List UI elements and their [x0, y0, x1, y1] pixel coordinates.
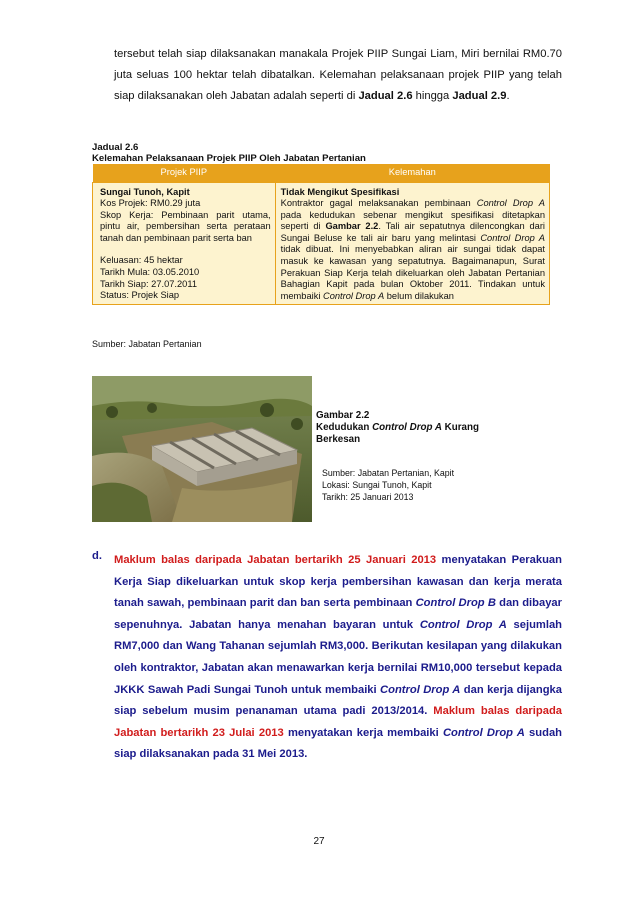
site-photo [92, 376, 312, 522]
control-drop-photo-svg [92, 376, 312, 522]
item-text: dan dibayar sepenuhnya. Jabatan hanya menahan bayaran untuk [114, 597, 562, 631]
weakness-italic: Control Drop A [323, 290, 385, 301]
item-italic: Control Drop A [419, 618, 507, 631]
figure-meta [322, 467, 454, 503]
project-end-date: Tarikh Siap: 27.07.2011 [100, 278, 197, 289]
project-title: Sungai Tunoh, Kapit [100, 186, 190, 197]
weakness-part: Kontraktor gagal melaksanakan pembinaan [280, 198, 477, 209]
header-project: Projek PIIP [93, 164, 276, 182]
weakness-cell [275, 182, 549, 305]
item-italic: Control Drop B [415, 597, 496, 610]
figure-title-part: Kedudukan [316, 422, 373, 433]
header-weakness: Kelemahan [275, 164, 549, 182]
weakness-part: . Tali air sepatutnya dilencongkan dari Sungai Beluse ke tali air baru yang melintasi [280, 221, 545, 243]
item-text: menyatakan kerja membaiki [283, 726, 443, 739]
table-header-row [93, 164, 550, 182]
intro-text: tersebut telah siap dilaksanakan manakala Projek PIIP Sungai Liam, Miri bernilai RM0.70 juta seluas 100 hektar telah dibatalkan. Kelemahan pelaksanaan projek PIIP yang telah siap dilaksanakan oleh Jabatan adalah seperti di [114, 48, 562, 102]
table-reference: Jadual 2.6 [358, 90, 413, 102]
weakness-text [281, 198, 545, 302]
item-italic: Control Drop A [380, 683, 461, 696]
weakness-part: pada kedudukan sebenar mengikut spesifikasi ditetapkan seperti di [280, 209, 545, 232]
item-d-body [114, 550, 562, 766]
page-number: 27 [313, 836, 325, 847]
weakness-title: Tidak Mengikut Spesifikasi [280, 186, 400, 197]
figure-title-italic: Control Drop A [372, 422, 442, 433]
item-letter: d. [92, 550, 102, 562]
weakness-part: belum dilakukan [384, 290, 454, 301]
project-area: Keluasan: 45 hektar [100, 255, 183, 266]
item-text: menyatakan Perakuan Kerja Siap dikeluarkan untuk skop kerja pembersihan kawasan dan kerja merata tanah sawah, pembinaan parit dan ban serta pembinaan [114, 554, 562, 610]
weakness-italic: Control Drop A [480, 232, 545, 243]
item-text: dan kerja dijangka siap sebelum musim penanaman utama padi 2013/2014. [114, 683, 562, 718]
figure-title [316, 422, 479, 434]
figure-title-line2: Berkesan [316, 434, 361, 445]
response-date-1: Maklum balas daripada Jabatan bertarikh 25 Januari 2013 [114, 554, 437, 566]
response-date-2: Maklum balas daripada Jabatan bertarikh 23 Julai 2013 [114, 705, 563, 739]
project-status: Status: Projek Siap [100, 290, 180, 301]
project-cell [93, 182, 276, 305]
figure-label: Gambar 2.2 [316, 410, 370, 421]
figure-reference: Gambar 2.2 [325, 221, 379, 232]
table-source: Sumber: Jabatan Pertanian [92, 339, 202, 349]
item-text: sudah siap dilaksanakan pada 31 Mei 2013. [114, 726, 562, 761]
item-text: sejumlah RM7,000 dan Wang Tahanan sejumlah RM3,000. Berikutan kesilapan yang dilakukan oleh kontraktor, Jabatan akan menawarkan kerja bernilai RM10,000 tersebut kepada JKKK Sawah Padi Sungai Tunoh untuk membaiki [114, 618, 563, 696]
figure-source: Sumber: Jabatan Pertanian, Kapit [322, 468, 455, 478]
figure-title-part: Kurang [441, 422, 479, 433]
figure-caption [316, 410, 479, 446]
item-italic: Control Drop A [442, 726, 525, 739]
table-title: Kelemahan Pelaksanaan Projek PIIP Oleh Jabatan Pertanian [92, 153, 366, 164]
figure-date: Tarikh: 25 Januari 2013 [322, 492, 414, 502]
weakness-part: tidak dibuat. Ini menyebabkan aliran air sungai tidak dapat masuk ke kawasan yang sepatutnya. Bagaimanapun, Surat Perakuan Siap Kerja telah dikeluarkan oleh Jabatan Pertanian Bahagian Kapit pada bulan Oktober 2011. Tindakan untuk membaiki [280, 244, 545, 301]
project-cost: Kos Projek: RM0.29 juta [100, 198, 201, 209]
project-scope: Skop Kerja: Pembinaan parit utama, pintu air, pembersihan serta perataan tanah dan pembinaan parit serta ban [100, 209, 271, 243]
intro-paragraph [114, 44, 562, 107]
table-label: Jadual 2.6 [92, 142, 139, 153]
project-start-date: Tarikh Mula: 03.05.2010 [100, 267, 200, 278]
table-reference: Jadual 2.9 [452, 90, 507, 102]
table-caption [92, 142, 366, 164]
figure-location: Lokasi: Sungai Tunoh, Kapit [322, 480, 432, 490]
intro-text: . [506, 90, 510, 102]
table-row [93, 182, 550, 305]
weakness-italic: Control Drop A [476, 198, 545, 209]
weakness-table [92, 164, 550, 305]
intro-text: hingga [412, 90, 453, 102]
